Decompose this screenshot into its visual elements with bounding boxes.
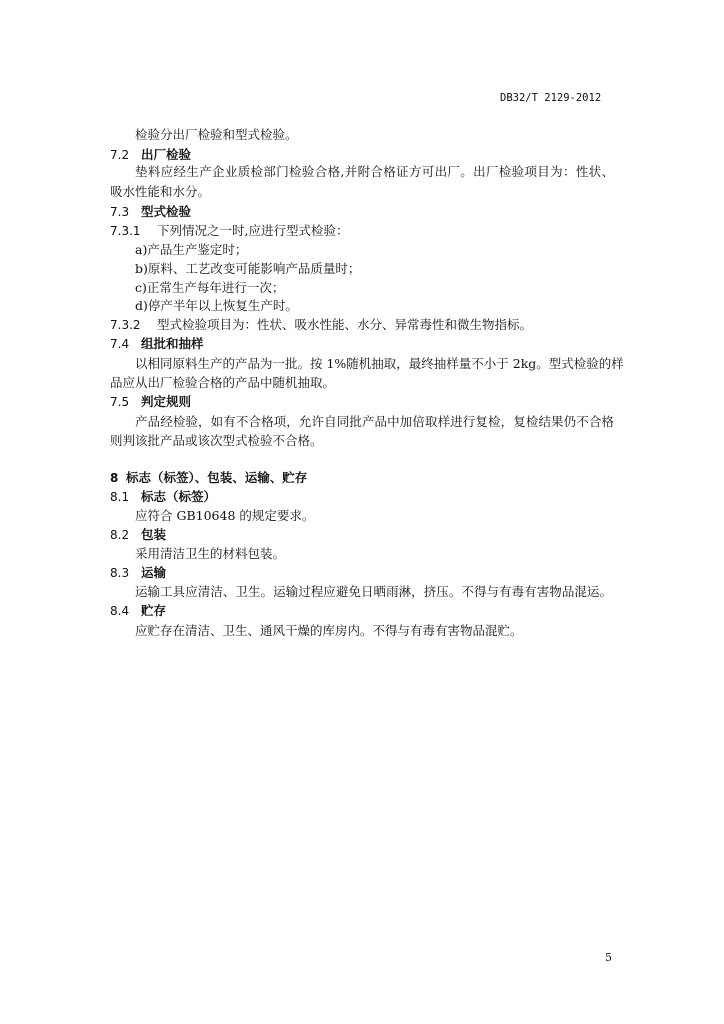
- clause-number: 8.1: [110, 490, 130, 504]
- clause-text: 下列情况之一时,应进行型式检验：: [157, 223, 349, 238]
- page-number: 5: [605, 951, 612, 964]
- clause-8-4-heading: [110, 603, 166, 619]
- clause-7-2-paragraph-line: 垫料应经生产企业质检部门检验合格,并附合格证方可出厂。出厂检验项目为：性状、: [135, 164, 614, 179]
- clause-7-4-paragraph-line: 以相同原料生产的产品为一批。按 1%随机抽取，最终抽样量不小于 2kg。型式检验的样: [135, 356, 624, 371]
- clause-8-3-heading: [110, 565, 166, 581]
- clause-title: 型式检验: [141, 204, 192, 219]
- clause-number: 7.5: [110, 395, 130, 409]
- clause-number: 8.4: [110, 604, 130, 618]
- clause-title: 标志（标签）: [141, 489, 217, 504]
- clause-8-2-paragraph: 采用清洁卫生的材料包装。: [135, 546, 286, 561]
- clause-title: 贮存: [141, 603, 167, 618]
- clause-title: 组批和抽样: [141, 336, 204, 351]
- clause-7-5-paragraph-line: 产品经检验，如有不合格项，允许自同批产品中加倍取样进行复检，复检结果仍不合格: [135, 414, 614, 429]
- clause-number: 7.3: [110, 205, 130, 219]
- clause-title: 运输: [141, 565, 167, 580]
- section-title: 标志（标签）、包装、运输、贮存: [126, 470, 308, 485]
- standard-number-header: DB32/T 2129-2012: [500, 92, 602, 104]
- clause-7-3-heading: [110, 204, 191, 220]
- clause-text: 型式检验项目为：性状、吸水性能、水分、异常毒性和微生物指标。: [157, 317, 533, 332]
- clause-number: 7.3.1: [110, 224, 141, 238]
- list-item: a)产品生产鉴定时；: [135, 242, 248, 257]
- clause-number: 7.4: [110, 337, 130, 351]
- clause-8-2-heading: [110, 527, 166, 543]
- clause-7-3-2: [110, 317, 532, 333]
- clause-7-5-heading: [110, 394, 191, 410]
- section-number: 8: [110, 471, 119, 485]
- list-item: c)正常生产每年进行一次；: [135, 280, 285, 295]
- clause-number: 7.3.2: [110, 318, 141, 332]
- list-item: d)停产半年以上恢复生产时。: [135, 298, 298, 313]
- clause-number: 8.3: [110, 566, 130, 580]
- section-7-intro: 检验分出厂检验和型式检验。: [135, 127, 298, 142]
- clause-7-4-heading: [110, 336, 204, 352]
- clause-title: 包装: [141, 527, 167, 542]
- list-item: b)原料、工艺改变可能影响产品质量时；: [135, 261, 361, 276]
- clause-number: 8.2: [110, 528, 130, 542]
- clause-7-5-paragraph-line: 则判该批产品或该次型式检验不合格。: [110, 433, 323, 448]
- clause-7-3-1: [110, 223, 348, 239]
- clause-7-2-heading: [110, 147, 191, 163]
- clause-7-4-paragraph-line: 品应从出厂检验合格的产品中随机抽取。: [110, 375, 336, 390]
- section-8-heading: [110, 470, 307, 486]
- clause-8-1-heading: [110, 489, 216, 505]
- clause-8-1-paragraph: 应符合 GB10648 的规定要求。: [135, 508, 315, 523]
- clause-8-3-paragraph: 运输工具应清洁、卫生。运输过程应避免日晒雨淋，挤压。不得与有毒有害物品混运。: [135, 584, 612, 599]
- clause-8-4-paragraph: 应贮存在清洁、卫生、通风干燥的库房内。不得与有毒有害物品混贮。: [135, 623, 523, 638]
- clause-title: 出厂检验: [141, 147, 192, 162]
- clause-7-2-paragraph-line: 吸水性能和水分。: [110, 184, 211, 199]
- clause-number: 7.2: [110, 148, 130, 162]
- clause-title: 判定规则: [141, 394, 192, 409]
